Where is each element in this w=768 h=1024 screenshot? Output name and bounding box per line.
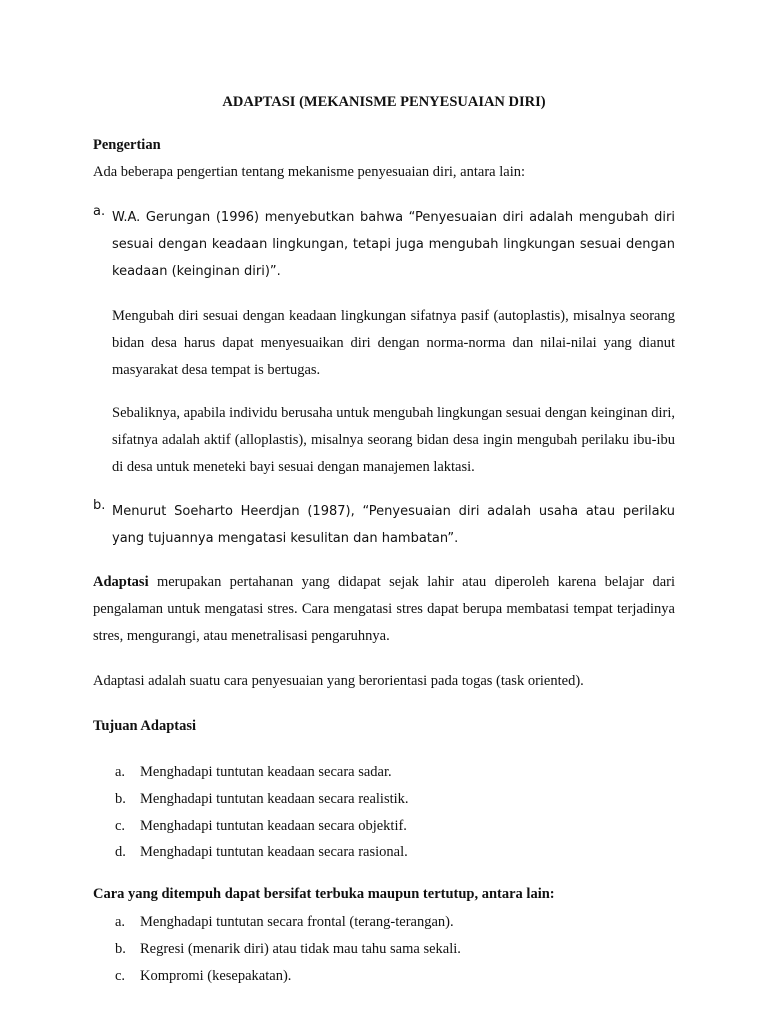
- section-heading-pengertian: Pengertian: [93, 137, 161, 153]
- section-heading-cara: Cara yang ditempuh dapat bersifat terbuka maupun tertutup, antara lain:: [93, 886, 555, 902]
- list-item: [115, 842, 675, 862]
- paragraph-adaptasi: [93, 569, 675, 650]
- paragraph-alloplastis: Sebaliknya, apabila individu berusaha untuk mengubah lingkungan sesuai dengan keinginan diri, sifatnya adalah aktif (alloplastis), misalnya seorang bidan desa ingin mengubah perilaku ibu-ibu di desa untuk meneteki bayi sesuai dengan manajemen laktasi.: [112, 405, 675, 475]
- list-item-text: Regresi (menarik diri) atau tidak mau tahu sama sekali.: [140, 941, 461, 957]
- definition-item-b: [93, 498, 675, 552]
- bold-term: Adaptasi: [93, 574, 149, 590]
- list-marker: b.: [115, 791, 126, 807]
- list-marker: a.: [93, 204, 106, 219]
- list-item: [115, 816, 675, 836]
- list-item: [115, 966, 675, 986]
- list-marker: b.: [93, 498, 106, 513]
- list-item-text: Menghadapi tuntutan keadaan secara sadar.: [140, 764, 392, 780]
- paragraph-autoplastis: Mengubah diri sesuai dengan keadaan lingkungan sifatnya pasif (autoplastis), misalnya seorang bidan desa harus dapat menyesuaikan diri dengan norma-norma dan nilai-nilai yang dianut masyarakat desa tempat is bertugas.: [112, 308, 675, 378]
- list-item-text: Menghadapi tuntutan keadaan secara objektif.: [140, 818, 407, 834]
- list-marker: d.: [115, 844, 126, 860]
- paragraph-text: merupakan pertahanan yang didapat sejak lahir atau diperoleh karena belajar dari pengalaman untuk mengatasi stres. Cara mengatasi stres dapat berupa membatasi tempat terjadinya stres, mengurangi, atau menetralisasi pengaruhnya.: [93, 574, 675, 644]
- section-heading-tujuan: Tujuan Adaptasi: [93, 718, 197, 734]
- list-item: [115, 789, 675, 809]
- list-item: [115, 939, 675, 959]
- definition-text: Menurut Soeharto Heerdjan (1987), “Penyesuaian diri adalah usaha atau perilaku yang tujuannya mengatasi kesulitan dan hambatan”.: [112, 504, 675, 546]
- list-marker: c.: [115, 968, 126, 984]
- list-item-text: Menghadapi tuntutan secara frontal (terang-terangan).: [140, 914, 454, 930]
- list-marker: c.: [115, 818, 126, 834]
- adaptasi-definition: Adaptasi adalah suatu cara penyesuaian yang berorientasi pada togas (task oriented).: [93, 673, 584, 689]
- definition-text: W.A. Gerungan (1996) menyebutkan bahwa “Penyesuaian diri adalah mengubah diri sesuai dengan keadaan lingkungan, tetapi juga mengubah lingkungan sesuai dengan keadaan (keinginan diri)”.: [112, 210, 675, 279]
- list-item-text: Menghadapi tuntutan keadaan secara rasional.: [140, 844, 408, 860]
- list-marker: a.: [115, 764, 126, 780]
- list-item-text: Kompromi (kesepakatan).: [140, 968, 292, 984]
- pengertian-intro: Ada beberapa pengertian tentang mekanisme penyesuaian diri, antara lain:: [93, 164, 525, 180]
- list-item-text: Menghadapi tuntutan keadaan secara realistik.: [140, 791, 409, 807]
- list-item: [115, 762, 675, 782]
- list-marker: a.: [115, 914, 126, 930]
- list-item: [115, 912, 675, 932]
- document-title: ADAPTASI (MEKANISME PENYESUAIAN DIRI): [222, 94, 546, 110]
- definition-item-a: [93, 204, 675, 285]
- list-marker: b.: [115, 941, 126, 957]
